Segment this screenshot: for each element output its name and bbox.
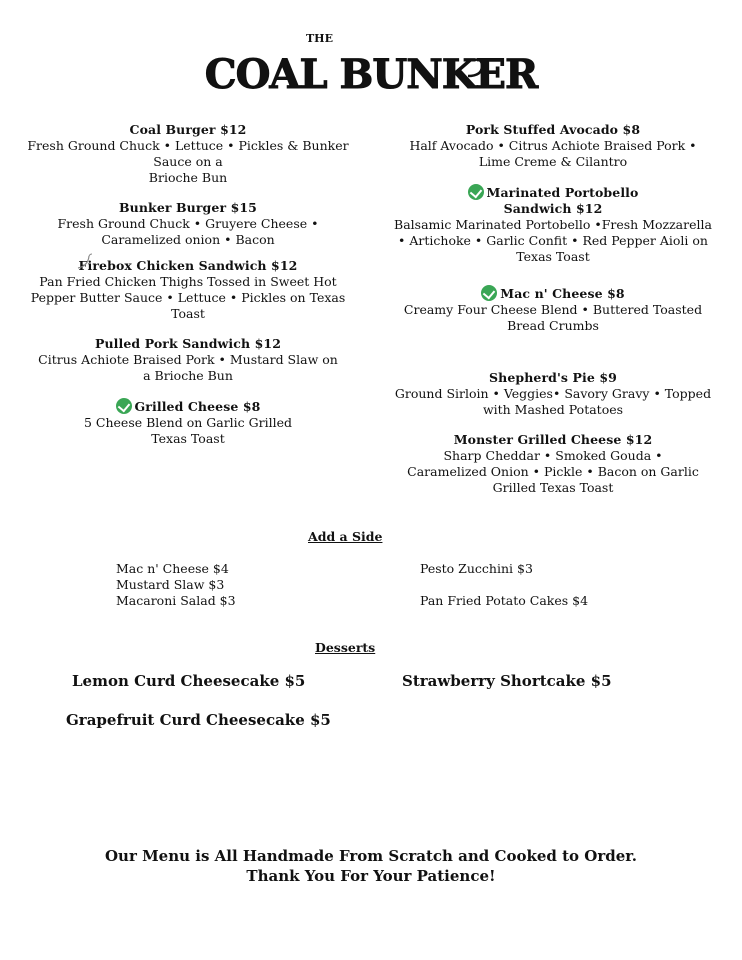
- left-menu-column: [22, 122, 354, 447]
- item-description: Sharp Cheddar • Smoked Gouda • Caramelized Onion • Pickle • Bacon on Garlic Grilled Texas Toast: [407, 448, 699, 495]
- item-description: Ground Sirloin • Veggies• Savory Gravy • Topped with Mashed Potatoes: [394, 386, 712, 417]
- dessert-item: Grapefruit Curd Cheesecake $5: [66, 711, 331, 729]
- menu-item: [388, 184, 718, 265]
- side-item: Macaroni Salad $3: [116, 593, 236, 608]
- item-name: Bunker Burger $15: [119, 200, 257, 215]
- item-name: Monster Grilled Cheese $12: [453, 432, 653, 447]
- vegetarian-check-icon: [481, 285, 497, 301]
- menu-item: [388, 285, 718, 334]
- logo-main-text: COAL BUNKER: [204, 51, 538, 98]
- sides-heading: Add a Side: [308, 529, 383, 544]
- item-name: Marinated Portobello: [486, 185, 639, 200]
- footer-note: [0, 846, 742, 886]
- menu-item: [22, 122, 354, 186]
- side-item: Pesto Zucchini $3: [420, 561, 533, 576]
- menu-item: [388, 122, 718, 170]
- logo-top-text: THE: [306, 32, 333, 45]
- item-description: Fresh Ground Chuck • Lettuce • Pickles & Bunker Sauce on a Brioche Bun: [27, 138, 349, 185]
- item-description: Half Avocado • Citrus Achiote Braised Pork • Lime Creme & Cilantro: [409, 138, 697, 169]
- vegetarian-check-icon: [468, 184, 484, 200]
- side-item: Pan Fried Potato Cakes $4: [420, 593, 589, 608]
- footer-line-2: Thank You For Your Patience!: [246, 867, 496, 885]
- side-item: Mac n' Cheese $4: [116, 561, 229, 576]
- item-name: Shepherd's Pie $9: [489, 370, 617, 385]
- item-name: Coal Burger $12: [129, 122, 247, 137]
- menu-item: [22, 336, 354, 384]
- item-description: 5 Cheese Blend on Garlic Grilled Texas Toast: [83, 415, 292, 446]
- item-name: Grilled Cheese $8: [134, 399, 261, 414]
- item-name: Pulled Pork Sandwich $12: [94, 336, 282, 351]
- item-description: Balsamic Marinated Portobello •Fresh Mozzarella • Artichoke • Garlic Confit • Red Pepper Aioli on Texas Toast: [394, 217, 712, 264]
- item-description: Fresh Ground Chuck • Gruyere Cheese • Caramelized onion • Bacon: [57, 216, 319, 247]
- item-name: Firebox Chicken Sandwich $12: [78, 258, 298, 273]
- item-name: Pork Stuffed Avocado $8: [465, 122, 641, 137]
- menu-item: [22, 200, 354, 248]
- restaurant-logo: [0, 28, 742, 100]
- side-item: Mustard Slaw $3: [116, 577, 225, 592]
- menu-item: [22, 258, 354, 322]
- dessert-item: Strawberry Shortcake $5: [402, 672, 612, 690]
- item-name: Mac n' Cheese $8: [500, 286, 625, 301]
- desserts-heading: Desserts: [315, 640, 376, 655]
- menu-item: [388, 432, 718, 496]
- menu-item: [22, 398, 354, 447]
- vegetarian-check-icon: [116, 398, 132, 414]
- footer-line-1: Our Menu is All Handmade From Scratch and Cooked to Order.: [104, 847, 638, 865]
- item-description: Citrus Achiote Braised Pork • Mustard Slaw on a Brioche Bun: [38, 352, 338, 383]
- item-name-line2: Sandwich $12: [503, 201, 603, 216]
- spicy-pepper-icon: [74, 252, 92, 270]
- item-description: Pan Fried Chicken Thighs Tossed in Sweet Hot Pepper Butter Sauce • Lettuce • Pickles on Texas Toast: [30, 274, 346, 321]
- sides-right-list: [420, 561, 588, 609]
- menu-item: [388, 370, 718, 418]
- sides-left-list: [116, 561, 236, 609]
- dessert-item: Lemon Curd Cheesecake $5: [72, 672, 306, 690]
- right-menu-column: [388, 122, 718, 496]
- item-description: Creamy Four Cheese Blend • Buttered Toasted Bread Crumbs: [403, 302, 703, 333]
